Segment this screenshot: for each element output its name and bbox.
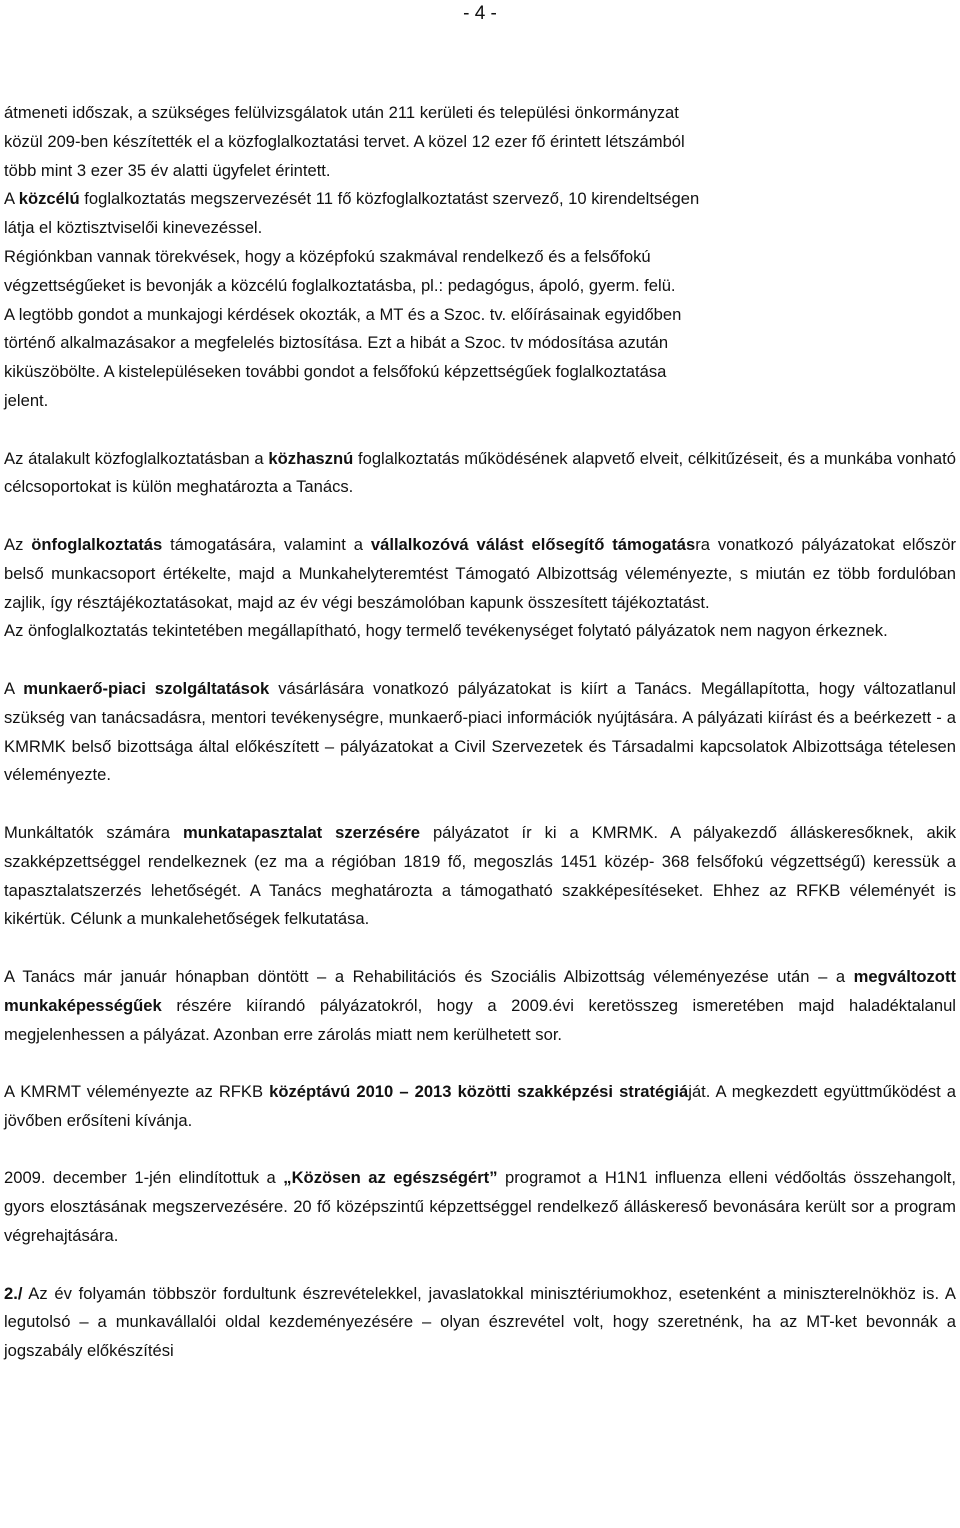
spacer — [4, 1251, 956, 1280]
p1-line-9: történő alkalmazásakor a megfelelés biztosítása. Ezt a hibát a Szoc. tv módosítása azután — [4, 333, 669, 353]
spacer — [4, 646, 956, 675]
p8-keyword-program: „Közösen az egészségért” — [283, 1168, 498, 1188]
p1-line-4a: A — [4, 189, 19, 209]
p2-text-c: foglalkoztatás működésének alapvető elveit, célkitűzéseit, és a munkába vonható célcsoportokat is külön meghatározta a Tanács. — [4, 448, 956, 497]
paragraph-2 — [4, 445, 956, 503]
paragraph-3b — [4, 617, 956, 646]
p9-section-number: 2./ — [4, 1283, 23, 1303]
p3-keyword-onfoglalkoztatas: önfoglalkoztatás — [31, 534, 163, 554]
spacer — [4, 502, 956, 531]
p1-line-1: átmeneti időszak, a szükséges felülvizsgálatok után 211 kerületi és települési önkormányzat — [4, 103, 679, 122]
paragraph-5 — [4, 819, 956, 934]
p1-line-5: látja el köztisztviselői kinevezéssel. — [4, 218, 263, 238]
paragraph-1 — [4, 99, 956, 416]
p6-keyword-megvaltozott: megváltozott munkaképességűek — [4, 966, 956, 1015]
p1-keyword-kozcelu: közcélú — [18, 189, 80, 209]
p3-text-a: Az — [4, 534, 32, 554]
spacer — [4, 416, 956, 445]
spacer — [4, 1136, 956, 1165]
p4-text-a: A — [4, 678, 24, 698]
spacer — [4, 934, 956, 963]
p3-keyword-vallalkozova: vállalkozóvá válást elősegítő támogatás — [370, 534, 696, 554]
p1-line-3: több mint 3 ezer 35 év alatti ügyfelet érintett. — [4, 160, 331, 180]
paragraph-9 — [4, 1280, 956, 1366]
spacer — [4, 790, 956, 819]
p5-keyword-munkatapasztalat: munkatapasztalat szerzésére — [182, 822, 421, 842]
p7-keyword-strategia: középtávú 2010 – 2013 közötti szakképzési stratégiá — [269, 1082, 689, 1102]
p6-text-c: részére kiírandó pályázatokról, hogy a 2009.évi keretösszeg ismeretében majd haladéktalanul megjelenhessen a pályázat. Azonban erre zárolás miatt nem kerülhetett sor. — [4, 995, 956, 1044]
p1-line-6: Régiónkban vannak törekvések, hogy a középfokú szakmával rendelkező és a felsőfokú — [4, 246, 651, 266]
p1-line-4c: foglalkoztatás megszervezését 11 fő közfoglalkoztatást szervező, 10 kirendeltségen — [79, 189, 700, 209]
p1-line-11: jelent. — [4, 390, 49, 410]
paragraph-4 — [4, 675, 956, 790]
paragraph-6 — [4, 963, 956, 1049]
p3-text-e: ra vonatkozó pályázatokat először belső munkacsoport értékelte, majd a Munkahelyteremtést Támogató Albizottság véleményezte, s miután ez több fordulóban zajlik, így résztájékoztatásokat, majd az év végi beszámolóban kapunk összesített tájékoztatást. — [4, 534, 956, 612]
p3-text-c: támogatására, valamint a — [162, 534, 371, 554]
p3-text-f: Az önfoglalkoztatás tekintetében megállapítható, hogy termelő tevékenységet folytató pályázatok nem nagyon érkeznek. — [4, 621, 888, 641]
p5-text-c: pályázatot ír ki a KMRMK. A pályakezdő álláskeresőknek, akik szakképzettséggel rendelkeznek (ez ma a régióban 1819 fő, megoszlás 1451 közép- 368 felsőfokú végzettségű) keressük a tapasztalatszerzés lehetőségét. A Tanács meghatározta a támogatható szakképesítéseket. Ehhez az RFKB véleményét is kikértük. Célunk a munkalehetőségek felkutatása. — [4, 822, 956, 929]
p1-line-10: kiküszöbölte. A kistelepüléseken további gondot a felsőfokú képzettségűek foglalkoztatása — [4, 362, 667, 382]
p1-line-7: végzettségűeket is bevonják a közcélú foglalkoztatásba, pl.: pedagógus, ápoló, gyerm. felü. — [4, 275, 676, 295]
p4-keyword-munkaero-piaci: munkaerő-piaci szolgáltatások — [23, 678, 270, 698]
p7-text-a: A KMRMT véleményezte az RFKB — [4, 1082, 270, 1102]
paragraph-7 — [4, 1078, 956, 1136]
p4-text-c: vásárlására vonatkozó pályázatokat is kiírt a Tanács. Megállapította, hogy változatlanul szükség van tanácsadásra, mentori tevékenységre, munkaerő-piaci információk nyújtására. A pályázati kiírást és a beérkezett - a KMRMK belső bizottsága által előkészített – pályázatokat a Civil Szervezetek és Társadalmi kapcsolatok Albizottsága tételesen véleményezte. — [4, 678, 956, 785]
p9-text-b: Az év folyamán többször fordultunk észrevételekkel, javaslatokkal minisztériumokhoz, esetenként a miniszterelnökhöz is. A legutolsó – a munkavállalói oldal kezdeményezésére – olyan észrevétel volt, hogy szeretnénk, ha az MT-ket bevonnák a jogszabály előkészítési — [4, 1283, 956, 1361]
p8-text-a: 2009. december 1-jén elindítottuk a — [4, 1168, 284, 1188]
paragraph-8 — [4, 1164, 956, 1250]
p1-line-2: közül 209-ben készítették el a közfoglalkoztatási tervet. A közel 12 ezer fő érintett létszámból — [4, 131, 685, 151]
p2-text-a: Az átalakult közfoglalkoztatásban a — [4, 448, 269, 468]
spacer — [4, 1049, 956, 1078]
document-body — [4, 99, 956, 1366]
paragraph-3 — [4, 531, 956, 617]
p1-line-8: A legtöbb gondot a munkajogi kérdések okozták, a MT és a Szoc. tv. előírásainak egyidőben — [4, 304, 682, 324]
p6-text-a: A Tanács már január hónapban döntött – a Rehabilitációs és Szociális Albizottság véleményezése után – a — [4, 966, 854, 986]
page-number: - 4 - — [463, 3, 497, 24]
p7-text-c: ját. A megkezdett együttműködést a jövőben erősíteni kívánja. — [4, 1082, 957, 1130]
p8-text-c: programot a H1N1 influenza elleni védőoltás összehangolt, gyors elosztásának megszervezésére. 20 fő középszintű képzettséggel rendelkező álláskereső bevonására került sor a program végrehajtására. — [4, 1168, 957, 1246]
p2-keyword-kozhasznu: közhasznú — [268, 448, 354, 468]
p5-text-a: Munkáltatók számára — [4, 822, 183, 842]
